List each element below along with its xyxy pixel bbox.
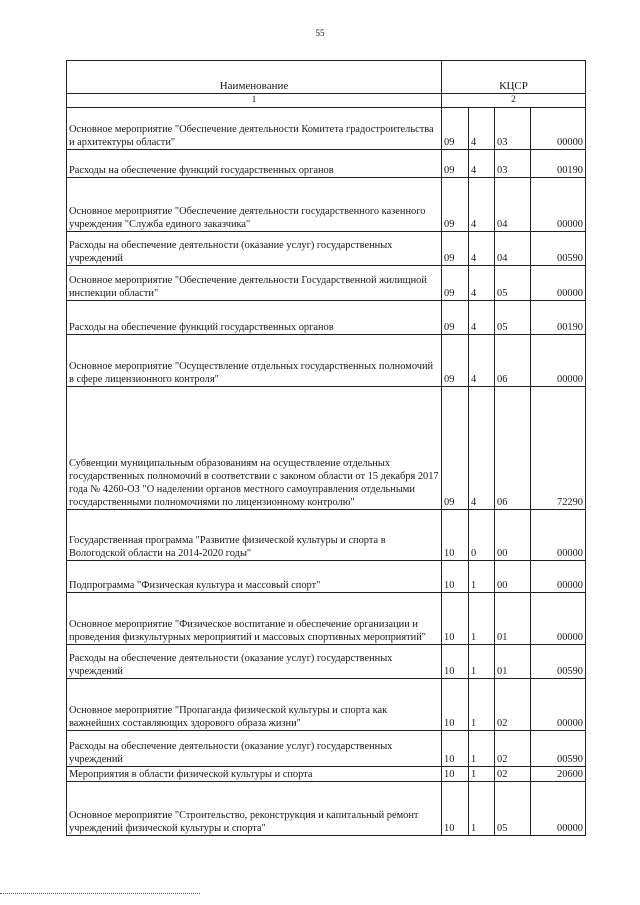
code-direction: 00190	[531, 301, 586, 335]
table-row	[67, 767, 586, 782]
code-program: 09	[442, 232, 469, 266]
code-direction: 00000	[531, 782, 586, 836]
code-direction: 00590	[531, 645, 586, 679]
code-direction: 00000	[531, 593, 586, 645]
code-event: 06	[495, 387, 531, 510]
code-program: 10	[442, 510, 469, 561]
table-row	[67, 782, 586, 836]
column-header-name: Наименование	[67, 61, 442, 94]
code-subprogram: 1	[469, 767, 495, 782]
code-event: 03	[495, 108, 531, 150]
code-event: 02	[495, 767, 531, 782]
code-event: 02	[495, 731, 531, 767]
row-name: Основное мероприятие "Физическое воспитание и обеспечение организации и проведения физкультурных мероприятий и массовых спортивных мероприятий"	[67, 593, 442, 645]
row-name: Расходы на обеспечение функций государственных органов	[67, 150, 442, 178]
code-event: 04	[495, 178, 531, 232]
code-program: 10	[442, 731, 469, 767]
code-direction: 00590	[531, 232, 586, 266]
budget-classification-table	[66, 60, 586, 836]
column-number-row	[67, 94, 586, 108]
column-number-2: 2	[442, 94, 586, 108]
table-row	[67, 266, 586, 301]
code-program: 10	[442, 767, 469, 782]
table-row	[67, 232, 586, 266]
table-row	[67, 387, 586, 510]
code-event: 00	[495, 561, 531, 593]
code-event: 05	[495, 266, 531, 301]
code-subprogram: 1	[469, 679, 495, 731]
code-subprogram: 4	[469, 108, 495, 150]
table-row	[67, 178, 586, 232]
table-row	[67, 645, 586, 679]
code-event: 06	[495, 335, 531, 387]
table-row	[67, 679, 586, 731]
code-subprogram: 4	[469, 301, 495, 335]
table-row	[67, 510, 586, 561]
code-subprogram: 1	[469, 561, 495, 593]
code-subprogram: 1	[469, 731, 495, 767]
code-subprogram: 4	[469, 387, 495, 510]
code-program: 09	[442, 301, 469, 335]
code-subprogram: 4	[469, 232, 495, 266]
code-subprogram: 1	[469, 782, 495, 836]
code-program: 09	[442, 108, 469, 150]
row-name: Основное мероприятие "Осуществление отдельных государственных полномочий в сфере лицензионного контроля"	[67, 335, 442, 387]
table-row	[67, 108, 586, 150]
code-program: 10	[442, 782, 469, 836]
code-program: 09	[442, 178, 469, 232]
code-event: 03	[495, 150, 531, 178]
table-row	[67, 593, 586, 645]
code-event: 01	[495, 593, 531, 645]
row-name: Расходы на обеспечение деятельности (оказание услуг) государственных учреждений	[67, 731, 442, 767]
code-direction: 00000	[531, 679, 586, 731]
code-event: 04	[495, 232, 531, 266]
code-subprogram: 0	[469, 510, 495, 561]
code-direction: 00000	[531, 178, 586, 232]
code-program: 10	[442, 561, 469, 593]
code-program: 10	[442, 645, 469, 679]
table-row	[67, 150, 586, 178]
column-header-code: КЦСР	[442, 61, 586, 94]
code-direction: 00000	[531, 266, 586, 301]
table-row	[67, 561, 586, 593]
row-name: Основное мероприятие "Обеспечение деятельности Комитета градостроительства и архитектуры области"	[67, 108, 442, 150]
code-program: 09	[442, 335, 469, 387]
row-name: Основное мероприятие "Обеспечение деятельности Государственной жилищной инспекции области"	[67, 266, 442, 301]
code-event: 00	[495, 510, 531, 561]
code-program: 09	[442, 266, 469, 301]
row-name: Мероприятия в области физической культуры и спорта	[67, 767, 442, 782]
code-program: 09	[442, 387, 469, 510]
code-direction: 72290	[531, 387, 586, 510]
code-subprogram: 4	[469, 178, 495, 232]
code-direction: 00000	[531, 510, 586, 561]
code-direction: 00590	[531, 731, 586, 767]
code-subprogram: 1	[469, 645, 495, 679]
code-subprogram: 4	[469, 335, 495, 387]
row-name: Расходы на обеспечение функций государственных органов	[67, 301, 442, 335]
row-name: Основное мероприятие "Пропаганда физической культуры и спорта как важнейших составляющих здорового образа жизни"	[67, 679, 442, 731]
row-name: Расходы на обеспечение деятельности (оказание услуг) государственных учреждений	[67, 645, 442, 679]
code-direction: 00190	[531, 150, 586, 178]
code-subprogram: 4	[469, 150, 495, 178]
table-row	[67, 301, 586, 335]
footnote-divider	[0, 893, 200, 894]
code-event: 02	[495, 679, 531, 731]
page-number: 55	[315, 28, 325, 38]
row-name: Государственная программа "Развитие физической культуры и спорта в Вологодской области на 2014-2020 годы"	[67, 510, 442, 561]
code-direction: 20600	[531, 767, 586, 782]
row-name: Расходы на обеспечение деятельности (оказание услуг) государственных учреждений	[67, 232, 442, 266]
column-number-1: 1	[67, 94, 442, 108]
row-name: Подпрограмма "Физическая культура и массовый спорт"	[67, 561, 442, 593]
code-event: 05	[495, 301, 531, 335]
code-program: 09	[442, 150, 469, 178]
code-event: 05	[495, 782, 531, 836]
code-direction: 00000	[531, 561, 586, 593]
row-name: Основное мероприятие "Строительство, реконструкция и капитальный ремонт учреждений физической культуры и спорта"	[67, 782, 442, 836]
code-direction: 00000	[531, 335, 586, 387]
table-row	[67, 731, 586, 767]
code-direction: 00000	[531, 108, 586, 150]
code-program: 10	[442, 679, 469, 731]
row-name: Субвенции муниципальным образованиям на осуществление отдельных государственных полномочий в соответствии с законом области от 15 декабря 2017 года № 4260-ОЗ "О наделении органов местного самоуправления отдельными государственными полномочиями по лицензионному контролю"	[67, 387, 442, 510]
code-program: 10	[442, 593, 469, 645]
code-subprogram: 1	[469, 593, 495, 645]
code-event: 01	[495, 645, 531, 679]
table-row	[67, 335, 586, 387]
row-name: Основное мероприятие "Обеспечение деятельности государственного казенного учреждения "Служба единого заказчика"	[67, 178, 442, 232]
table-header-row	[67, 61, 586, 94]
code-subprogram: 4	[469, 266, 495, 301]
